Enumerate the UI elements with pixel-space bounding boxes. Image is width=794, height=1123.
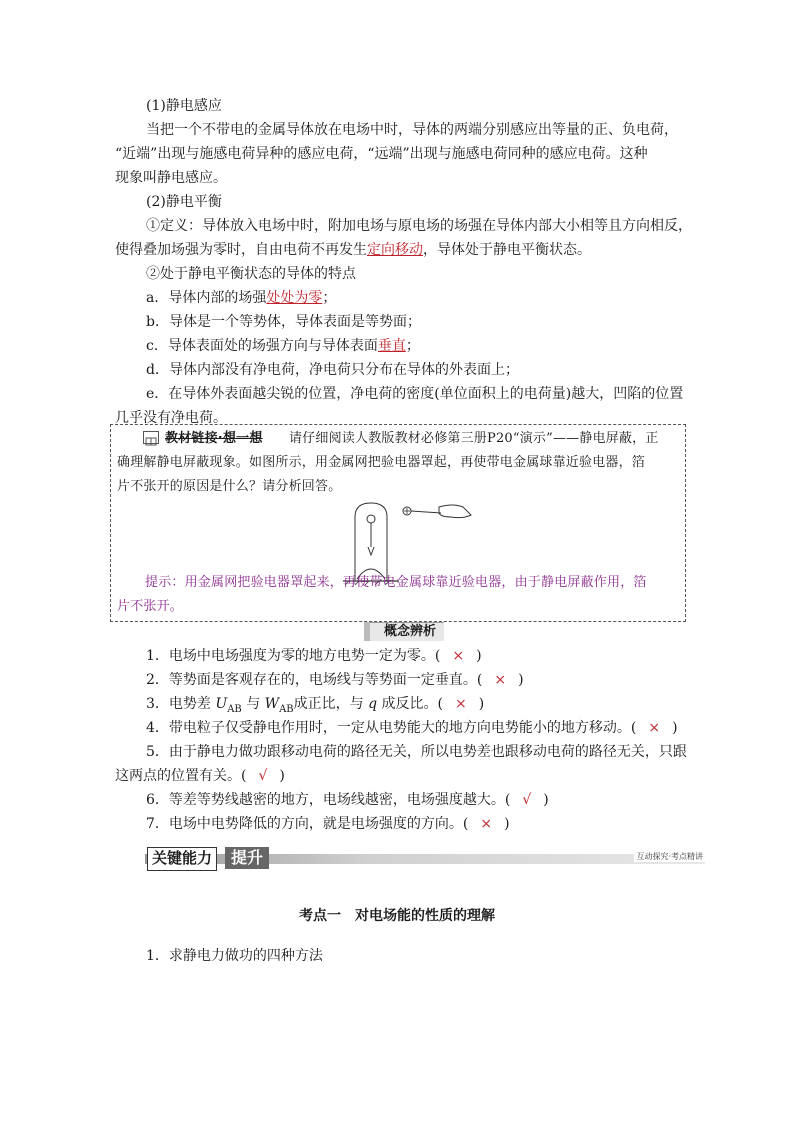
question-1 [146,646,482,666]
question-3 [146,694,484,720]
cross-mark: × [452,648,465,664]
hint-line: 提示：用金属网把验电器罩起来，再使带电金属球靠近验电器，由于静电屏蔽作用，箔 [145,575,647,590]
question-text: 6．等差等势线越密的地方，电场线越密，电场强度越大。( [146,792,511,808]
subheading-features: ②处于静电平衡状态的导体的特点 [146,266,356,282]
question-text: 成反比。( [381,696,443,712]
banner-title-a: 关键能力 [147,847,217,871]
symbol-u: U [215,696,228,712]
box-title: 教材链接·想一想 [165,431,263,446]
question-6 [146,790,549,810]
question-7 [146,814,510,834]
topic-title: 考点一 对电场能的性质的理解 [299,908,495,924]
bracket: ) [672,720,678,736]
method-heading: 1．求静电力做功的四种方法 [146,948,323,964]
text-span: c．导体表面处的场强方向与导体表面 [146,338,378,354]
question-text: 这两点的位置有关。( [115,768,247,784]
bracket: ) [518,672,524,688]
heading-electrostatic-induction: (1)静电感应 [146,98,222,114]
check-mark: √ [258,768,268,784]
feature-c [146,336,420,356]
bracket: ) [504,816,510,832]
box-text-line: 片不张开的原因是什么？请分析回答。 [117,479,342,494]
question-text: 3．电势差 [146,696,211,712]
text-span: ； [405,338,420,354]
feature-b: b．导体是一个等势体，导体表面是等势面； [146,314,421,330]
heading-electrostatic-equilibrium: (2)静电平衡 [146,194,222,210]
question-text: 1．电场中电场强度为零的地方电势一定为零。( [146,648,441,664]
bracket: ) [476,648,482,664]
textbook-link-box [110,424,686,622]
answer-red: 垂直 [377,338,406,354]
cross-mark: × [480,816,493,832]
concept-analysis-tag: 概念辨析 [370,622,444,641]
check-mark: √ [522,792,532,808]
question-text: 7．电场中电势降低的方向，就是电场强度的方向。( [146,816,469,832]
banner-subtitle: 互动探究·考点精讲 [636,852,703,861]
paragraph-line [115,240,591,260]
feature-e-cont: 几乎没有净电荷。 [115,410,227,426]
feature-d: d．导体内部没有净电荷，净电荷只分布在导体的外表面上； [146,362,519,378]
box-text-line: 请仔细阅读人教版教材必修第三册P20“演示”——静电屏蔽，正 [289,431,659,446]
paragraph-line: “近端”出现与施感电荷异种的感应电荷，“远端”出现与施感电荷同种的感应电荷。这种 [115,146,648,162]
answer-red: 处处为零 [266,290,323,306]
paragraph-line: 当把一个不带电的金属导体放在电场中时，导体的两端分别感应出等量的正、负电荷， [146,122,678,138]
question-4 [146,718,678,738]
text-span: a．导体内部的场强 [146,290,267,306]
question-5-cont [115,766,285,786]
symbol-w: W [264,696,280,712]
paragraph-line: ①定义：导体放入电场中时，附加电场与原电场的场强在导体内部大小相等且方向相反， [146,218,692,234]
box-text-line: 确理解静电屏蔽现象。如图所示，用金属网把验电器罩起，再使带电金属球靠近验电器，箔 [117,455,646,470]
bracket: ) [478,696,485,712]
feature-a [146,288,336,308]
cross-mark: × [494,672,507,688]
hint-line: 片不张开。 [117,599,184,614]
question-text: 与 [246,696,261,712]
text-span: ； [322,290,337,306]
cross-mark: × [454,696,467,712]
banner-title-b: 提升 [225,847,269,869]
answer-red: 定向移动 [367,242,423,258]
text-span: ，导体处于静电平衡状态。 [423,242,591,258]
subscript: AB [227,703,242,715]
question-text: 2．等势面是客观存在的，电场线与等势面一定垂直。( [146,672,483,688]
question-text: 成正比，与 [293,696,364,712]
symbol-q: q [368,696,378,712]
text-span: 使得叠加场强为零时，自由电荷不再发生 [115,242,367,258]
section-banner-key-ability [145,847,705,869]
bracket: ) [279,768,285,784]
subscript: AB [279,703,294,715]
feature-e: e．在导体外表面越尖锐的位置，净电荷的密度(单位面积上的电荷量)越大，凹陷的位置 [146,386,684,402]
cross-mark: × [648,720,661,736]
bracket: ) [543,792,549,808]
question-2 [146,670,524,690]
question-text: 4．带电粒子仅受静电作用时，一定从电势能大的地方向电势能小的地方移动。( [146,720,637,736]
paragraph-line: 现象叫静电感应。 [115,170,227,186]
question-5: 5．由于静电力做功跟移动电荷的路径无关，所以电势差也跟移动电荷的路径无关，只跟 [146,744,687,760]
book-icon [143,431,159,444]
